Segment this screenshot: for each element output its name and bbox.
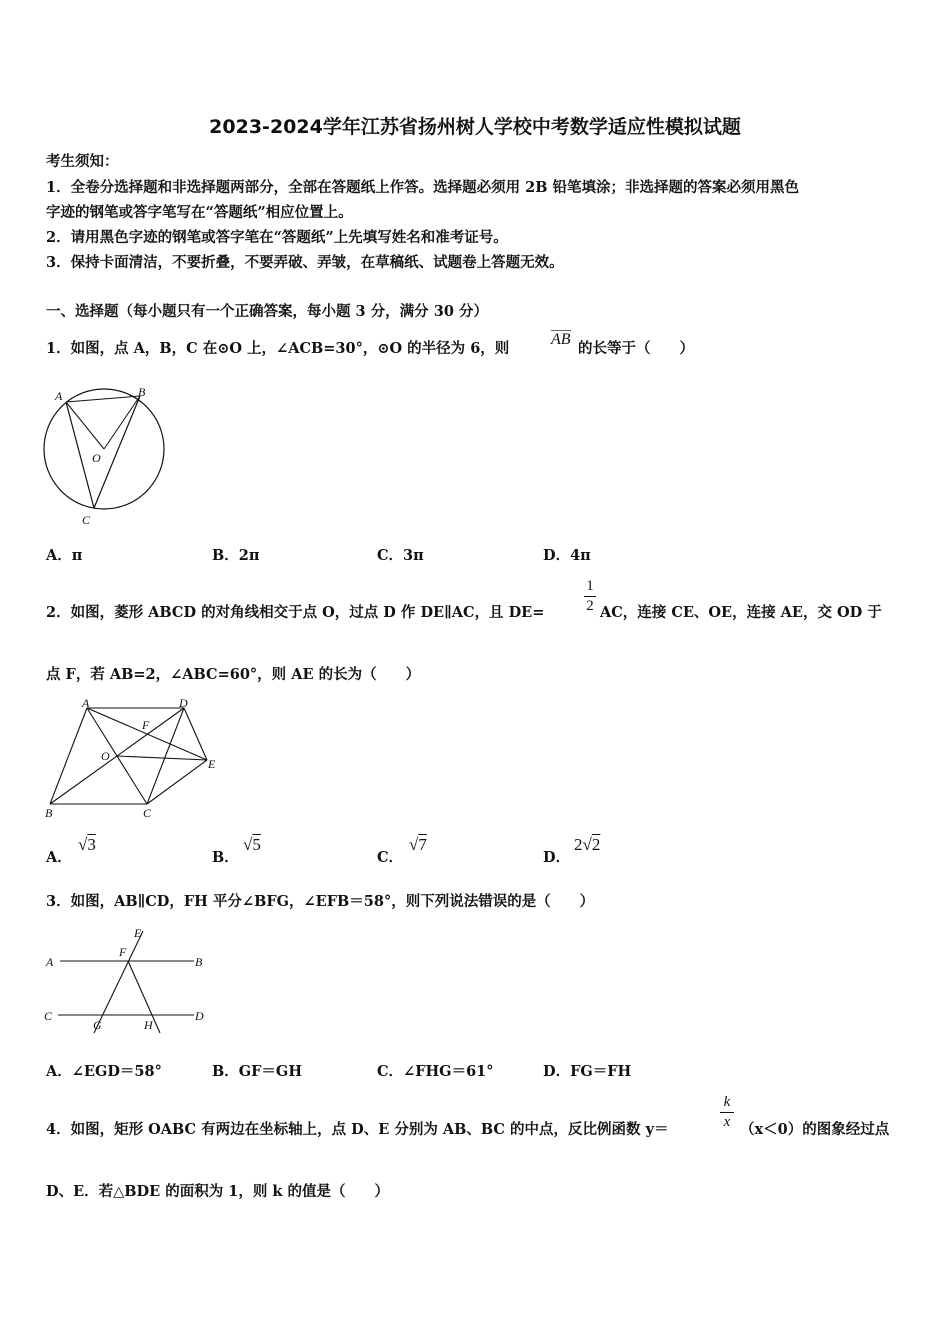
- seg-de: [184, 708, 207, 760]
- q1-text-end: 的长等于（ ）: [578, 340, 694, 357]
- label-b: B: [195, 955, 203, 969]
- label-e: E: [208, 757, 216, 771]
- q4-frac-num: k: [723, 1094, 731, 1110]
- q4-text-a: 4．如图，矩形 OABC 有两边在坐标轴上，点 D、E 分别为 AB、BC 的中点，反比例函数 y＝: [46, 1121, 669, 1138]
- q2-text-a: 2．如图，菱形 ABCD 的对角线相交于点 O，过点 D 作 DE∥AC，且 DE=: [46, 604, 545, 621]
- q1-option-d[interactable]: D．4π: [543, 547, 591, 564]
- q2-text-c: 点 F，若 AB=2，∠ABC=60°，则 AE 的长为（ ）: [46, 666, 421, 683]
- label-h: H: [144, 1018, 153, 1032]
- label-d: D: [179, 696, 188, 710]
- q2-option-c-value: √7: [409, 835, 427, 854]
- notice-heading: 考生须知：: [46, 153, 119, 170]
- label-g: G: [93, 1018, 102, 1032]
- q2-fraction: [584, 578, 596, 615]
- q2-rhombus-figure: [42, 696, 227, 821]
- q2-option-a-value: √3: [78, 835, 96, 854]
- notice-line-1a: 1．全卷分选择题和非选择题两部分，全部在答题纸上作答。选择题必须用 2B 铅笔填涂；非选择题的答案必须用黑色: [46, 179, 800, 196]
- chord-ab: [66, 396, 140, 402]
- seg-oe: [117, 756, 207, 760]
- q1-text: 1．如图，点 A，B，C 在⊙O 上，∠ACB=30°，⊙O 的半径为 6，则: [46, 340, 510, 357]
- label-o: O: [101, 749, 110, 763]
- q2-frac-num: 1: [586, 578, 594, 594]
- section-heading: 一、选择题（每小题只有一个正确答案，每小题 3 分，满分 30 分）: [46, 303, 488, 320]
- label-c: C: [143, 806, 152, 820]
- label-b: B: [138, 385, 146, 399]
- q2-option-a-label[interactable]: A．: [46, 849, 72, 866]
- q3-option-c[interactable]: C．∠FHG＝61°: [377, 1063, 494, 1080]
- label-a: A: [55, 389, 63, 403]
- label-a: A: [82, 696, 90, 710]
- q1-circle-figure: [42, 384, 172, 529]
- q2-text-b: AC，连接 CE、OE，连接 AE，交 OD 于: [600, 604, 882, 621]
- q3-option-a[interactable]: A．∠EGD＝58°: [46, 1063, 162, 1080]
- chord-bc: [94, 396, 140, 508]
- q1-option-c[interactable]: C．3π: [377, 547, 424, 564]
- q3-option-b[interactable]: B．GF＝GH: [212, 1063, 303, 1080]
- q2-frac-den: 2: [586, 598, 594, 614]
- q2-option-c-label[interactable]: C．: [377, 849, 404, 866]
- label-b: B: [45, 806, 53, 820]
- q3-text: 3．如图，AB∥CD，FH 平分∠BFG，∠EFB＝58°，则下列说法错误的是（ ）: [46, 893, 595, 910]
- q4-text-c: D、E．若△BDE 的面积为 1，则 k 的值是（ ）: [46, 1183, 389, 1200]
- q2-option-d-value: 2√2: [574, 835, 601, 854]
- q1-arc-label: AB: [551, 331, 571, 348]
- q1-option-b[interactable]: B．2π: [212, 547, 260, 564]
- label-c: C: [44, 1009, 53, 1023]
- label-a: A: [46, 955, 54, 969]
- label-c: C: [82, 513, 91, 527]
- notice-line-1b: 字迹的钢笔或答字笔写在“答题纸”相应位置上。: [46, 204, 353, 221]
- label-d: D: [195, 1009, 204, 1023]
- chord-ac: [66, 402, 94, 508]
- q2-option-b-value: √5: [243, 835, 261, 854]
- label-f: F: [142, 718, 150, 732]
- q4-text-b: （x＜0）的图象经过点: [740, 1121, 890, 1138]
- side-ab: [50, 708, 87, 804]
- notice-line-3: 3．保持卡面清洁，不要折叠，不要弄破、弄皱，在草稿纸、试题卷上答题无效。: [46, 254, 564, 271]
- q4-frac-den: x: [723, 1114, 731, 1130]
- q4-fraction: [720, 1094, 734, 1131]
- q1-option-a[interactable]: A．π: [46, 547, 83, 564]
- q3-parallel-lines-figure: [42, 925, 217, 1040]
- q2-option-b-label[interactable]: B．: [212, 849, 239, 866]
- label-o: O: [92, 451, 101, 465]
- label-f: F: [119, 945, 127, 959]
- notice-line-2: 2．请用黑色字迹的钢笔或答字笔在“答题纸”上先填写姓名和准考证号。: [46, 229, 508, 246]
- label-e: E: [134, 926, 142, 940]
- q2-option-d-label[interactable]: D．: [543, 849, 571, 866]
- side-dc: [147, 708, 184, 804]
- page-title: 2023-2024学年江苏省扬州树人学校中考数学适应性模拟试题: [209, 116, 741, 138]
- q3-option-d[interactable]: D．FG＝FH: [543, 1063, 632, 1080]
